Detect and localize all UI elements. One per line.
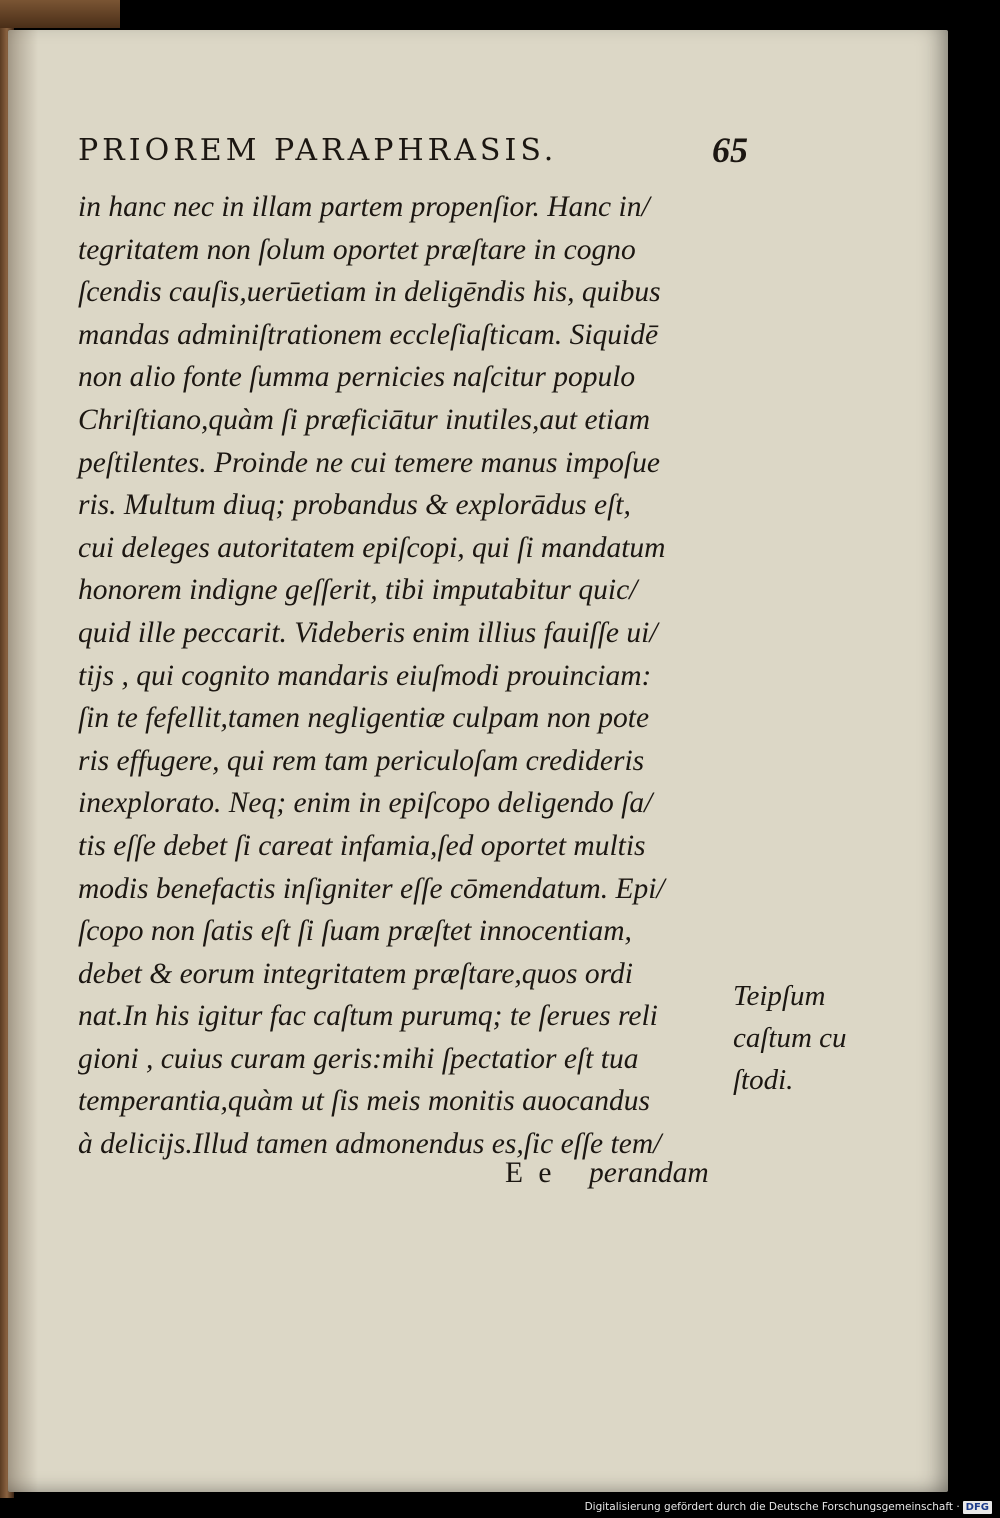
text-line: temperantia,quàm ut ſis meis monitis auocandus [78, 1085, 650, 1118]
text-line: quid ille peccarit. Videberis enim illius fauiſſe ui/ [78, 616, 658, 649]
text-line: tegritatem non ſolum oportet præſtare in cogno [78, 233, 636, 266]
marginal-note-line: caſtum cu [733, 1022, 847, 1054]
text-line: tijs , qui cognito mandaris eiuſmodi prouinciam: [78, 659, 652, 692]
text-line: modis benefactis inſigniter eſſe cōmendatum. Epi/ [78, 872, 665, 905]
catchword: perandam [589, 1157, 709, 1189]
text-line: inexplorato. Neq; enim in epiſcopo deligendo ſa/ [78, 787, 653, 820]
body-text [78, 186, 728, 1166]
text-line: honorem indigne geſſerit, tibi imputabitur quic/ [78, 574, 638, 607]
text-line: ſin te fefellit,tamen negligentiæ culpam non pote [78, 702, 650, 735]
text-line: peſtilentes. Proinde ne cui temere manus impoſue [78, 446, 660, 479]
text-line: cui deleges autoritatem epiſcopi, qui ſi mandatum [78, 531, 666, 564]
text-line: debet & eorum integritatem præſtare,quos ordi [78, 957, 633, 990]
text-line: non alio fonte ſumma pernicies naſcitur populo [78, 361, 636, 394]
page-number: 65 [712, 130, 748, 170]
text-line: nat.In his igitur fac caſtum purumq; te ſerues reli [78, 1000, 658, 1033]
credit-text: Digitalisierung gefördert durch die Deutsche Forschungsgemeinschaft · [584, 1501, 960, 1513]
text-line: ris effugere, qui rem tam periculoſam credideris [78, 744, 645, 777]
text-line: tis eſſe debet ſi careat infamia,ſed oportet multis [78, 829, 646, 862]
dfg-logo-icon: DFG [963, 1501, 992, 1514]
text-line: à delicijs.Illud tamen admonendus es,ſic eſſe tem/ [78, 1128, 662, 1161]
text-line: in hanc nec in illam partem propenſior. Hanc in/ [78, 191, 650, 223]
text-line: ſcendis cauſis,uerūetiam in deligēndis his, quibus [78, 276, 661, 309]
text-line: gioni , cuius curam geris:mihi ſpectatior eſt tua [78, 1042, 639, 1075]
marginal-note [733, 975, 847, 1101]
signature-mark: E e [505, 1157, 556, 1189]
text-line: Chriſtiano,quàm ſi præficiātur inutiles,aut etiam [78, 403, 650, 436]
marginal-note-line: ſtodi. [733, 1064, 794, 1096]
binding-board-corner [0, 0, 120, 28]
signature-and-catchword [505, 1157, 735, 1190]
text-line: ris. Multum diuq; probandus & explorādus eſt, [78, 489, 631, 522]
running-head: PRIOREM PARAPHRASIS. [78, 133, 558, 168]
digitization-credit [585, 1498, 992, 1516]
text-line: mandas adminiſtrationem eccleſiaſticam. Siquidē [78, 318, 659, 351]
text-line: ſcopo non ſatis eſt ſi ſuam præſtet innocentiam, [78, 915, 632, 948]
marginal-note-line: Teipſum [733, 980, 826, 1012]
